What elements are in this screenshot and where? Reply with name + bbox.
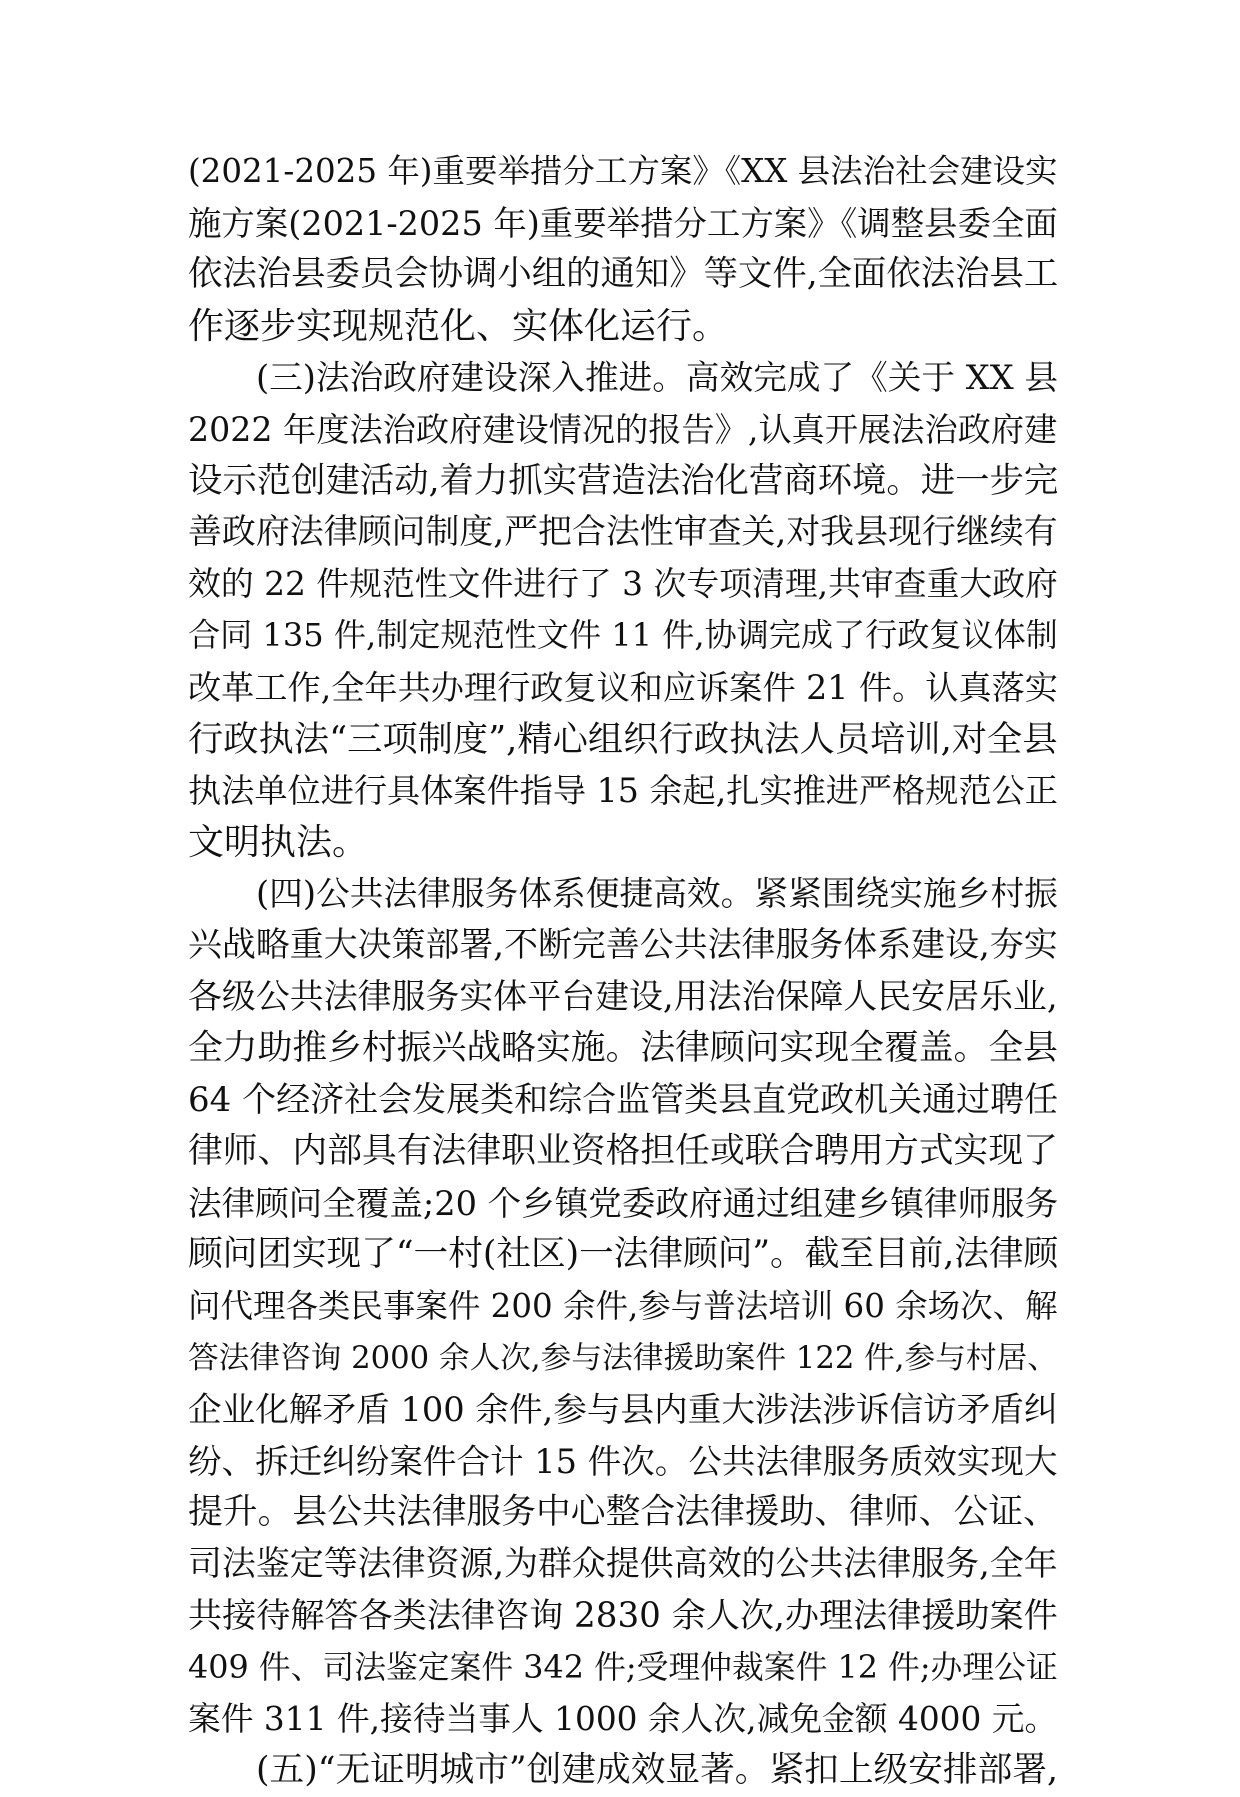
- text-line: 文明执法。: [188, 821, 369, 863]
- text-line: 答法律咨询 2000 余人次,参与法律援助案件 122 件,参与村居、: [188, 1340, 1058, 1376]
- text-line: 改革工作,全年共办理行政复议和应诉案件 21 件。认真落实: [188, 667, 1058, 707]
- text-line: 效的 22 件规范性文件进行了 3 次专项清理,共审查重大政府: [188, 564, 1058, 603]
- body-text: [188, 146, 1058, 1797]
- text-line: (2021-2025 年)重要举措分工方案》《XX 县法治社会建设实: [188, 152, 1058, 190]
- text-line: (三)法治政府建设深入推进。高效完成了《关于 XX 县: [256, 358, 1058, 398]
- text-line: 作逐步实现规范化、实体化运行。: [188, 305, 729, 347]
- text-line: 409 件、司法鉴定案件 342 件;受理仲裁案件 12 件;办理公证: [188, 1649, 1058, 1687]
- text-line: 执法单位进行具体案件指导 15 余起,扎实推进严格规范公正: [188, 771, 1058, 811]
- text-line: 依法治县委员会协调小组的通知》等文件,全面依法治县工: [188, 254, 1059, 295]
- text-line: 纷、拆迁纠纷案件合计 15 件次。公共法律服务质效实现大: [188, 1441, 1058, 1481]
- text-line: 法律顾问全覆盖;20 个乡镇党委政府通过组建乡镇律师服务: [188, 1183, 1059, 1223]
- text-line: 共接待解答各类法律咨询 2830 余人次,办理法律援助案件: [188, 1595, 1058, 1636]
- text-line: 行政执法“三项制度”,精心组织行政执法人员培训,对全县: [188, 718, 1058, 760]
- text-line: (五)“无证明城市”创建成效显著。紧扣上级安排部署,: [256, 1750, 1058, 1791]
- text-line: 设示范创建活动,着力抓实营造法治化营商环境。进一步完: [188, 460, 1059, 501]
- text-line: 问代理各类民事案件 200 余件,参与普法培训 60 余场次、解: [188, 1287, 1058, 1326]
- text-line: 合同 135 件,制定规范性文件 11 件,协调完成了行政复议体制: [188, 616, 1058, 655]
- text-line: 司法鉴定等法律资源,为群众提供高效的公共法律服务,全年: [188, 1545, 1058, 1585]
- text-line: 顾问团实现了“一村(社区)一法律顾问”。截至目前,法律顾: [188, 1234, 1059, 1275]
- text-line: 案件 311 件,接待当事人 1000 余人次,减免金额 4000 元。: [188, 1699, 1058, 1738]
- text-line: 各级公共法律服务实体平台建设,用法治保障人民安居乐业,: [188, 977, 1058, 1017]
- text-line: 善政府法律顾问制度,严把合法性审查关,对我县现行继续有: [188, 513, 1058, 553]
- text-line: (四)公共法律服务体系便捷高效。紧紧围绕实施乡村振: [256, 874, 1058, 914]
- text-line: 64 个经济社会发展类和综合监管类县直党政机关通过聘任: [188, 1079, 1059, 1120]
- text-line: 全力助推乡村振兴战略实施。法律顾问实现全覆盖。全县: [188, 1028, 1058, 1069]
- text-line: 律师、内部具有法律职业资格担任或联合聘用方式实现了: [188, 1131, 1058, 1172]
- text-line: 施方案(2021-2025 年)重要举措分工方案》《调整县委全面: [188, 203, 1058, 243]
- text-line: 2022 年度法治政府建设情况的报告》,认真开展法治政府建: [188, 409, 1058, 449]
- text-line: 提升。县公共法律服务中心整合法律援助、律师、公证、: [188, 1492, 1058, 1533]
- text-line: 企业化解矛盾 100 余件,参与县内重大涉法涉诉信访矛盾纠: [188, 1390, 1058, 1430]
- text-line: 兴战略重大决策部署,不断完善公共法律服务体系建设,夯实: [188, 925, 1058, 965]
